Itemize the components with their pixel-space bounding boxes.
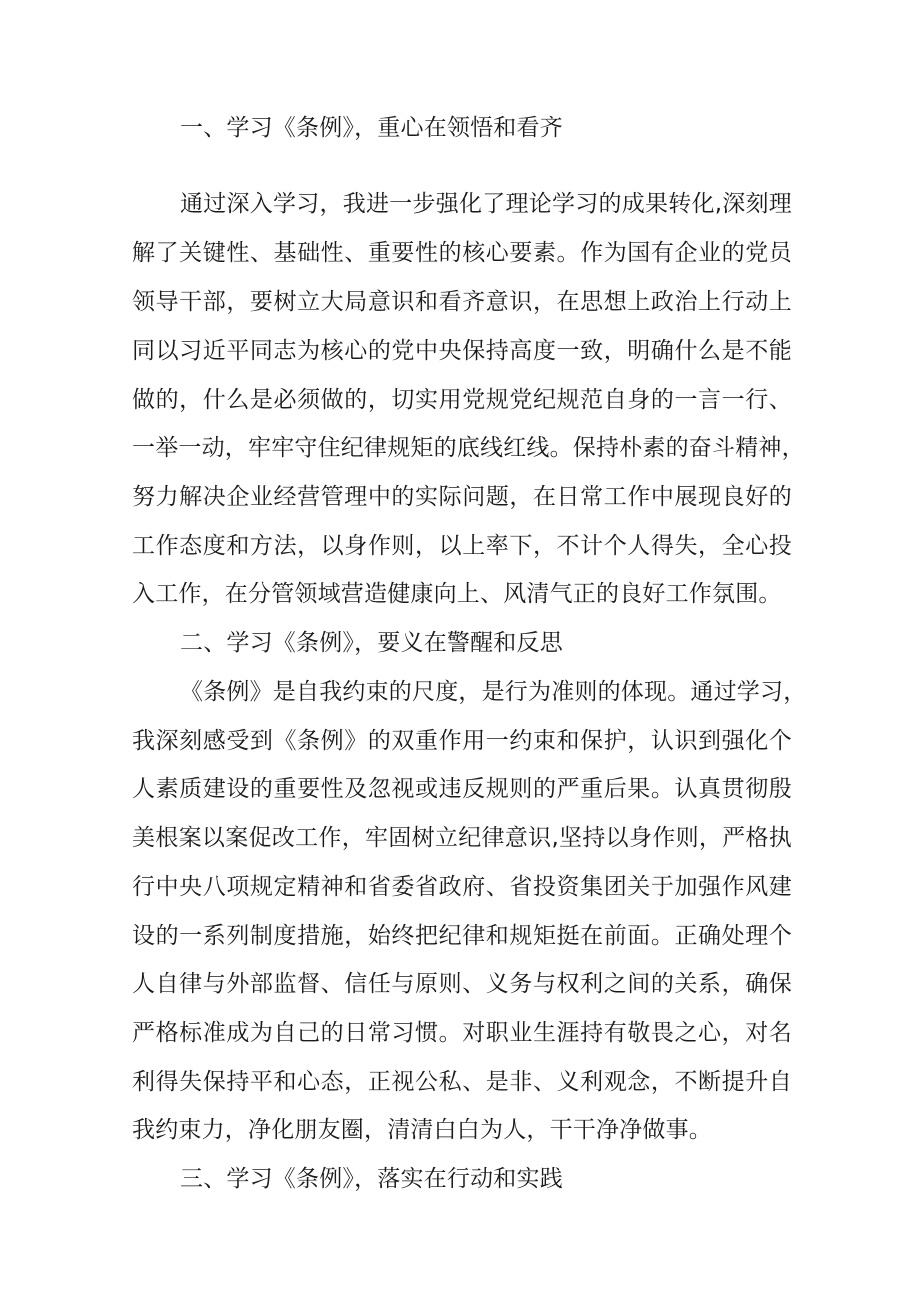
section-1-line-5: 做的，什么是必须做的，切实用党规党纪规范自身的一言一行、 bbox=[132, 387, 792, 413]
section-1-line-6: 一举一动，牢牢守住纪律规矩的底线红线。保持朴素的奋斗精神， bbox=[132, 435, 805, 461]
section-1-line-3: 领导干部，要树立大局意识和看齐意识，在思想上政治上行动上 bbox=[132, 289, 792, 315]
section-2-line-4: 美根案以案促改工作，牢固树立纪律意识,坚持以身作则，严格执 bbox=[132, 825, 792, 851]
section-2-line-2: 我深刻感受到《条例》的双重作用一约束和保护，认识到强化个 bbox=[132, 728, 792, 754]
section-1-line-2: 解了关键性、基础性、重要性的核心要素。作为国有企业的党员 bbox=[132, 240, 792, 266]
section-2-line-3: 人素质建设的重要性及忽视或违反规则的严重后果。认真贯彻殷 bbox=[132, 776, 792, 802]
section-2-heading: 二、学习《条例》，要义在警醒和反思 bbox=[180, 630, 563, 656]
section-1-line-9: 入工作，在分管领域营造健康向上、风清气正的良好工作氛围。 bbox=[132, 581, 782, 607]
section-2-line-6: 设的一系列制度措施，始终把纪律和规矩挺在前面。正确处理个 bbox=[132, 923, 792, 949]
section-3-heading: 三、学习《条例》，落实在行动和实践 bbox=[180, 1166, 563, 1192]
section-2-line-8: 严格标准成为自己的日常习惯。对职业生涯持有敬畏之心，对名 bbox=[132, 1020, 792, 1046]
section-2-line-9: 利得失保持平和心态，正视公私、是非、义利观念，不断提升自 bbox=[132, 1069, 792, 1095]
section-1-heading: 一、学习《条例》，重心在领悟和看齐 bbox=[180, 115, 563, 141]
section-2-line-5: 行中央八项规定精神和省委省政府、省投资集团关于加强作风建 bbox=[132, 874, 792, 900]
section-1-line-7: 努力解决企业经营管理中的实际问题，在日常工作中展现良好的 bbox=[132, 484, 792, 510]
section-2-line-10: 我约束力，净化朋友圈，清清白白为人，干干净净做事。 bbox=[132, 1117, 712, 1143]
section-1-line-1: 通过深入学习，我进一步强化了理论学习的成果转化,深刻理 bbox=[180, 191, 792, 217]
section-1-line-8: 工作态度和方法，以身作则，以上率下，不计个人得失，全心投 bbox=[132, 533, 792, 559]
section-2-line-1: 《条例》是自我约束的尺度，是行为准则的体现。通过学习， bbox=[180, 679, 807, 705]
section-1-line-4: 同以习近平同志为核心的党中央保持高度一致，明确什么是不能 bbox=[132, 338, 792, 364]
section-2-line-7: 人自律与外部监督、信任与原则、义务与权利之间的关系，确保 bbox=[132, 971, 792, 997]
